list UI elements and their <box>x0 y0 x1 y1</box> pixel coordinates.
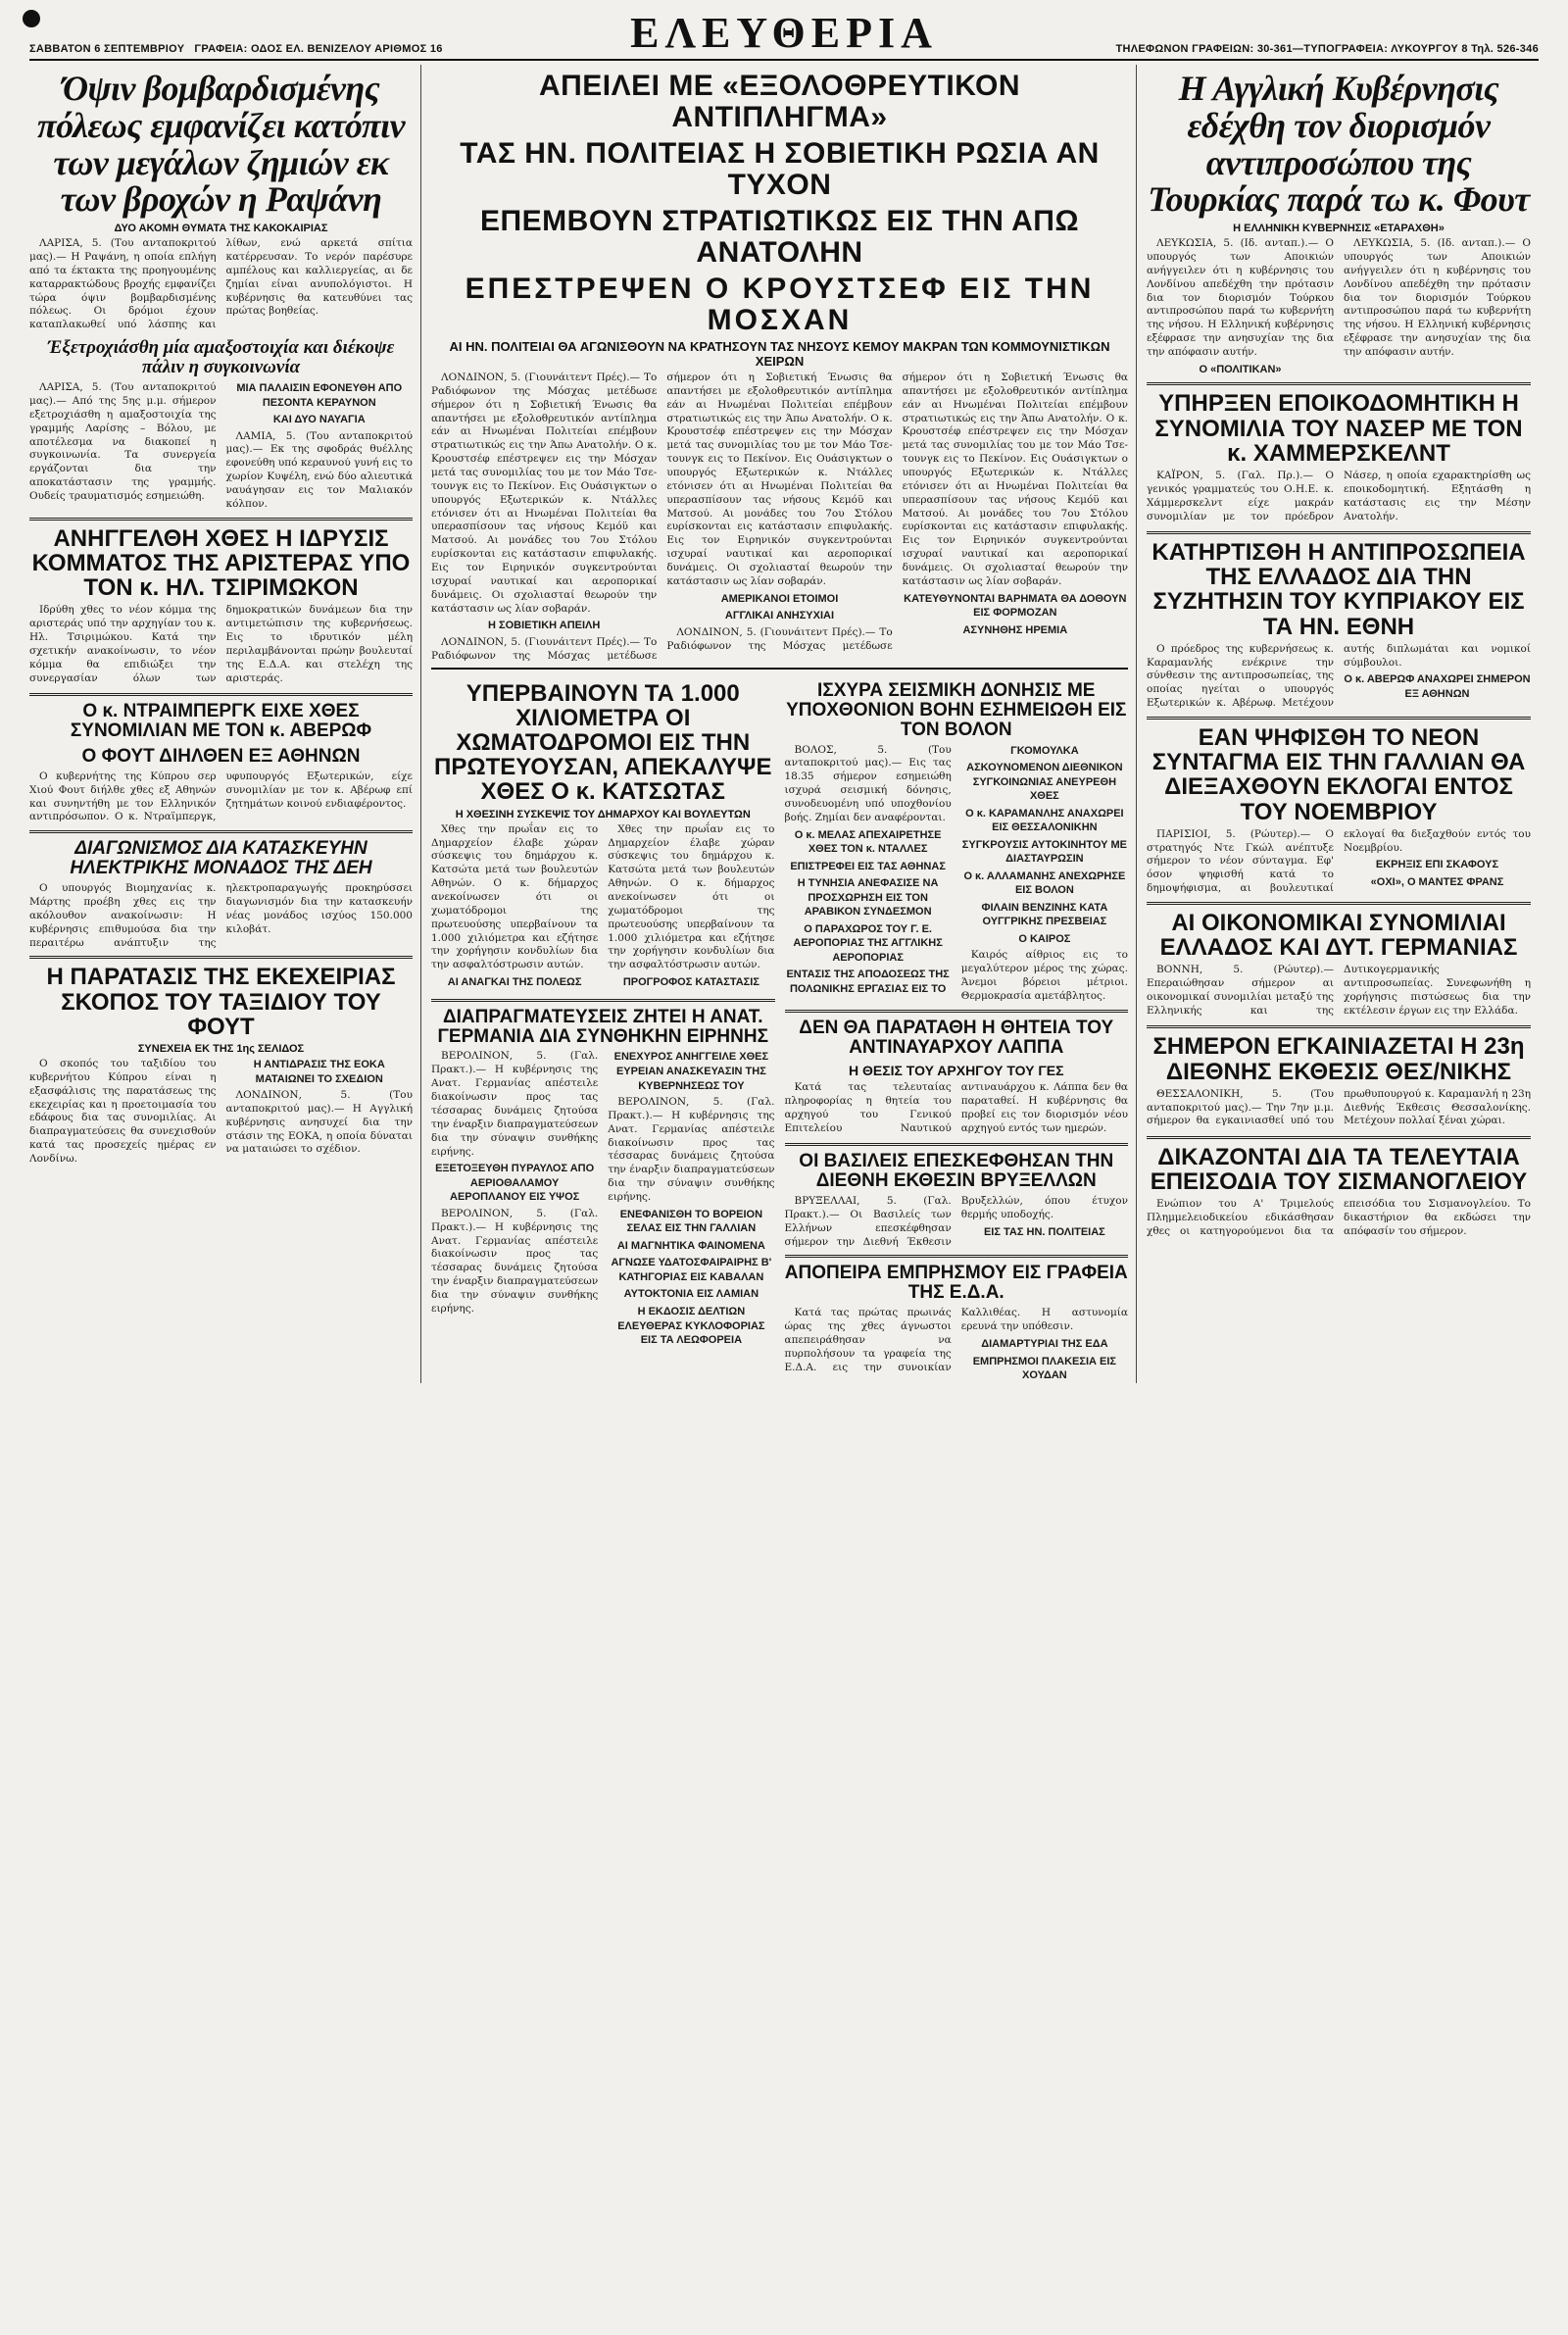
article-text: Ο σκοπός του ταξιδίου του κυβερνήτου Κύπρου είναι η εξασφάλισις της παρατάσεως της εκεχειρίας και η προετοιμασία του εδάφους δια τας συνομιλίας. Αι διαπραγματεύσεις θα συνεχισθούν κατά τας προσεχείς ημέρας εν Λονδίνω. <box>29 1057 217 1165</box>
article-text: ΠΑΡΙΣΙΟΙ, 5. (Ρώυτερ).— Ο στρατηγός Ντε Γκώλ ανέπτυξε σήμερον το νέον σύνταγμα. Εφ' όσον ψηφισθή κατά το δημοψήφισμα, αι βουλευτικαί εκλογαί θα διεξαχθούν εντός του Νοεμβρίου. <box>1147 827 1531 895</box>
subhead-suicide: ΑΥΤΟΚΤΟΝΙΑ ΕΙΣ ΛΑΜΙΑΝ <box>623 1288 760 1301</box>
subhead-usa: ΕΙΣ ΤΑΣ ΗΝ. ΠΟΛΙΤΕΙΑΣ <box>983 1225 1105 1238</box>
subhead-eoka: Η ΑΝΤΙΔΡΑΣΙΣ ΤΗΣ ΕΟΚΑ ΜΑΤΑΙΩΝΕΙ ΤΟ ΣΧΕΔΙΟΝ <box>253 1058 385 1085</box>
subhead-weather: Ο ΚΑΙΡΟΣ <box>1018 932 1071 945</box>
article-text: ΛΟΝΔΙΝΟΝ, 5. (Γιουνάιτεντ Πρές).— Το Ραδιόφωνον της Μόσχας μετέδωσε σήμερον ότι η Σοβιετική Ένωσις θα απαντήσει με εξολοθρευτικόν αντίπλημα εάν αι Ηνωμέναι Πολιτείαι επέμβουν στρατιωτικώς εις την Άπω Ανατολήν. Ο κ. Κρουστσέφ επέστρεψεν εις την Μόσχαν μετά τας συνομιλίας του με τον Μάο Τσε-τουνγκ εις το Πεκίνον. Εις Ουάσιγκτων ο υπουργός Εξωτερικών κ. Ντάλλες ετόνισεν ότι αι Ηνωμέναι Πολιτείαι θα υπερασπίσουν τας νήσους Κεμόϋ και Ματσού. Αι μονάδες του 7ου Στόλου ευρίσκονται εις κατάστασιν επιφυλακής. Εις τον Ειρηνικόν συγκεντρούνται ισχυραί ναυτικαί και αεροπορικαί δυνάμεις. Οι σχολιασταί θεωρούν την κατάστασιν ως λίαν σοβαράν. <box>666 372 1128 652</box>
article-text: Κατά τας τελευταίας πληροφορίας η θητεία του αρχηγού του Γενικού Επιτελείου Ναυτικού αντιναυάρχου κ. Λάππα δεν θα παραταθεί. Η κυβέρνησις θα προβεί εις τον διορισμόν νέου αρχηγού εντός των ημερών. <box>784 1081 1128 1134</box>
article-seismic <box>785 744 1129 1004</box>
subhead-hungarian: ΦΙΛΑΙΝ ΒΕΝΖΙΝΗΣ ΚΑΤΑ ΟΥΓΓΡΙΚΗΣ ΠΡΕΣΒΕΙΑΣ <box>981 901 1108 928</box>
subhead-explosion: ΕΚΡΗΞΙΣ ΕΠΙ ΣΚΑΦΟΥΣ <box>1375 859 1499 871</box>
subhead-shipwrecks: ΚΑΙ ΔΥΟ ΝΑΥΑΓΙΑ <box>272 414 366 426</box>
article-text: Ο κυβερνήτης της Κύπρου σερ Χιού Φουτ διήλθε χθες εξ Αθηνών και συνηντήθη με τον Ελληνικόν αντιπρόσωπον. Ο κ. Ντραϊμπεργκ, υφυπουργός Εξωτερικών, είχε συνομιλίαν με τον κ. Αβέρωφ επί ζητημάτων κοινού ενδιαφέροντος. <box>29 770 413 823</box>
article-sismanogleio <box>1147 1198 1531 1240</box>
headline-derailment: Έξετροχιάσθη μία αμαξοστοιχία και διέκοψε πάλιν η συγκοινωνία <box>47 337 395 378</box>
lead-sub-formosa: ΚΑΤΕΥΘΥΝΟΝΤΑΙ ΒΑΡΗΜΑΤΑ ΘΑ ΔΟΘΟΥΝ ΕΙΣ ΦΟΡΜΟΖΑΝ <box>904 592 1127 620</box>
lead-headline-1: ΑΠΕΙΛΕΙ ΜΕ «ΕΞΟΛΟΘΡΕΥΤΙΚΟΝ ΑΝΤΙΠΛΗΓΜΑ» <box>538 70 1021 133</box>
subhead-found: ΑΣΚΟΥΝΟΜΕΝΟΝ ΔΙΕΘΝΙΚΟΝ ΣΥΓΚΟΙΝΩΝΙΑΣ ΑΝΕΥΡΕΘΗ ΧΘΕΣ <box>966 762 1123 803</box>
newspaper-page <box>15 0 1553 2313</box>
article-text: ΛΑΜΙΑ, 5. (Του ανταποκριτού μας).— Εκ της σφοδράς θυέλλης εφονεύθη υπό κεραυνού γυνή εις το χωρίον Κυψέλη, ενώ δύο αλιευτικά ναυάγησαν εις τον Μαλιακόν κόλπον. <box>225 429 413 510</box>
article-dreiberg <box>29 770 413 824</box>
headline-new-party: ΑΝΗΓΓΕΛΘΗ ΧΘΕΣ Η ΙΔΡΥΣΙΣ ΚΟΜΜΑΤΟΣ ΤΗΣ ΑΡΙΣΤΕΡΑΣ ΥΠΟ ΤΟΝ κ. ΗΛ. ΤΣΙΡΙΜΩΚΟΝ <box>31 524 411 602</box>
issue-date: ΣΑΒΒΑΤΟΝ 6 ΣΕΠΤΕΜΒΡΙΟΥ <box>29 43 185 55</box>
article-text: ΛΑΡΙΣΑ, 5. (Του ανταποκριτού μας).— Η Ραψάνη, η οποία επλήγη από τα έκτακτα της προηγουμένης καταρρακτώδους βροχής εμφανίζει τώρα όψιν βομβαρδισμένης πόλεως. Οι δρόμοι έχουν καταπλακωθεί υπό λάσπης και λίθων, ενώ αρκετά σπίτια κατέρρευσαν. Το νερόν παρέσυρε αμπέλους και καλλιεργείας, αι δε ζημίαι είναι ανυπολόγιστοι. Η κυβέρνησις θα κατευθύνει τας πρώτας βοηθείας. <box>29 237 413 331</box>
article-dirt-roads <box>431 823 775 993</box>
subhead-averoff: Ο κ. ΑΒΕΡΩΦ ΑΝΑΧΩΡΕΙ ΣΗΜΕΡΟΝ ΕΞ ΑΘΗΝΩΝ <box>1344 673 1531 700</box>
headline-turkish-rep: Η Αγγλική Κυβέρνησις εδέχθη τον διορισμόν αντιπροσώπου της Τουρκίας παρά τω κ. Φουτ <box>1148 69 1530 220</box>
subhead-raf: Ο ΠΑΡΑΧΩΡΟΣ ΤΟΥ Γ. Ε. ΑΕΡΟΠΟΡΙΑΣ ΤΗΣ ΑΓΓΛΙΚΗΣ ΑΕΡΟΠΟΡΙΑΣ <box>793 922 943 964</box>
subhead-karamanlis: Ο κ. ΚΑΡΑΜΑΝΛΗΣ ΑΝΑΧΩΡΕΙ ΕΙΣ ΘΕΣΣΑΛΟΝΙΚΗΝ <box>965 807 1124 834</box>
article-text: ΘΕΣΣΑΛΟΝΙΚΗ, 5. (Του ανταποκριτού μας).— Την 7ην μ.μ. σήμερον θα εγκαινιασθεί υπό του πρωθυπουργού κ. Καραμανλή η 23η Διεθνής Έκθεσις Θεσσαλονίκης. Μετέχουν πολλαί ξέναι χώραι. <box>1147 1087 1531 1127</box>
lead-article <box>431 372 1128 664</box>
subhead-return: ΕΠΙΣΤΡΕΦΕΙ ΕΙΣ ΤΑΣ ΑΘΗΝΑΣ <box>790 860 946 872</box>
article-text: ΛΕΥΚΩΣΙΑ, 5. (Ιδ. ανταπ.).— Ο υπουργός των Αποικιών ανήγγειλεν ότι η κυβέρνησις του Λονδίνου απεδέχθη την πρότασιν δια τον διορισμόν Τούρκου αντιπροσώπου παρά τω κυβερνήτη της νήσου. Η Ελληνική κυβέρνησις εξέφρασε την ανησυχίαν της δια την απόφασιν αυτήν. <box>1147 237 1334 359</box>
subhead-politikan: Ο «ΠΟΛΙΤΙΚΑΝ» <box>1199 363 1282 375</box>
continuation-note: ΣΥΝΕΧΕΙΑ ΕΚ ΤΗΣ 1ης ΣΕΛΙΔΟΣ <box>137 1042 305 1055</box>
subhead-two-victims: ΔΥΟ ΑΚΟΜΗ ΘΥΜΑΤΑ ΤΗΣ ΚΑΚΟΚΑΙΡΙΑΣ <box>114 223 328 235</box>
headline-ges: Η ΘΕΣΙΣ ΤΟΥ ΑΡΧΗΓΟΥ ΤΟΥ ΓΕΣ <box>848 1062 1064 1078</box>
newspaper-title: ΕΛΕΥΘΕΡΙΑ <box>630 9 938 57</box>
headline-dei-tender: ΔΙΑΓΩΝΙΣΜΟΣ ΔΙΑ ΚΑΤΑΣΚΕΥΗΝ ΗΛΕΚΤΡΙΚΗΣ ΜΟΝΑΔΟΣ ΤΗΣ ΔΕΗ <box>70 838 372 879</box>
article-arson-eda <box>785 1307 1129 1382</box>
headline-arson-eda: ΑΠΟΠΕΙΡΑ ΕΜΠΡΗΣΜΟΥ ΕΙΣ ΓΡΑΦΕΙΑ ΤΗΣ Ε.Δ.Α. <box>784 1263 1128 1304</box>
article-kings-brussels <box>785 1195 1129 1249</box>
article-text: ΚΑΪΡΟΝ, 5. (Γαλ. Πρ.).— Ο γενικός γραμματεύς του Ο.Η.Ε. κ. Χάμμερσκελντ είχε μακράν συνομιλίαν με τον πρόεδρον Νάσερ, η οποία εχαρακτηρίσθη ως εποικοδομητική. Εξητάσθη η κατάστασις εις την Μέσην Ανατολήν. <box>1147 470 1531 522</box>
subhead-bus-passes: Η ΕΚΔΟΣΙΣ ΔΕΛΤΙΩΝ ΕΛΕΥΘΕΡΑΣ ΚΥΚΛΟΦΟΡΙΑΣ ΕΙΣ ΤΑ ΛΕΩΦΟΡΕΙΑ <box>617 1306 765 1347</box>
headline-lappas: ΔΕΝ ΘΑ ΠΑΡΑΤΑΘΗ Η ΘΗΤΕΙΑ ΤΟΥ ΑΝΤΙΝΑΥΑΡΧΟΥ ΛΑΠΠΑ <box>799 1017 1114 1058</box>
article-text: ΒΟΛΟΣ, 5. (Του ανταποκριτού μας).— Εις τας 18.35 σήμερον εσημειώθη ισχυρά σεισμική δόνησις, συνοδευομένη υπό υποχθονίου βοής. Ζημίαι δεν αναφέρονται. <box>784 743 952 823</box>
article-lappas <box>785 1081 1129 1137</box>
subhead-mendes-france: «ΟΧΙ», Ο ΜΑΝΤΕΣ ΦΡΑΝΣ <box>1370 875 1504 888</box>
subhead-melas: Ο κ. ΜΕΛΑΣ ΑΠΕΧΑΙΡΕΤΗΣΕ ΧΘΕΣ ΤΟΝ κ. ΝΤΑΛΛΕΣ <box>794 828 942 856</box>
right-column <box>1147 65 1539 1383</box>
subhead-reshuffle: ΕΝΕΧΥΡΟΣ ΑΝΗΓΓΕΙΛΕ ΧΘΕΣ ΕΥΡΕΙΑΝ ΑΝΑΣΚΕΥΑΣΙΝ ΤΗΣ ΚΥΒΕΡΝΗΣΕΩΣ ΤΟΥ <box>613 1051 769 1092</box>
lead-sub-american: ΑΜΕΡΙΚΑΝΟΙ ΕΤΟΙΜΟΙ <box>720 592 839 605</box>
article-derailment <box>29 381 413 512</box>
subhead-waterpolo: ΑΓΝΩΣΕ ΥΔΑΤΟΣΦΑΙΡΑΙΡΗΣ Β' ΚΑΤΗΓΟΡΙΑΣ ΕΙΣ ΚΑΒΑΛΑΝ <box>611 1257 772 1283</box>
center-lower-left <box>431 675 775 1383</box>
article-text: Ιδρύθη χθες το νέον κόμμα της αριστεράς υπό την αρχηγίαν του κ. Ηλ. Τσιριμώκου. Κατά την σχετικήν ανακοίνωσιν, το νέον κόμμα θα επιδιώξει την συνεργασίαν όλων των δημοκρατικών δυνάμεων δια την αντιμετώπισιν της κυβερνήσεως. Εις το ιδρυτικόν μέλη περιλαμβάνονται πρώην βουλευταί της Ε.Δ.Α. και στελέχη της αριστεράς. <box>29 604 413 684</box>
subhead-situation: ΠΡΟΓΡΟΦΟΣ ΚΑΤΑΣΤΑΣΙΣ <box>622 976 760 989</box>
headline-east-germany: ΔΙΑΠΡΑΓΜΑΤΕΥΣΕΙΣ ΖΗΤΕΙ Η ΑΝΑΤ. ΓΕΡΜΑΝΙΑ ΔΙΑ ΣΥΝΘΗΚΗΝ ΕΙΡΗΝΗΣ <box>437 1006 768 1047</box>
article-text: ΛΟΝΔΙΝΟΝ, 5. (Του ανταποκριτού μας).— Η Αγγλική κυβέρνησις ανησυχεί δια την στάσιν της ΕΟΚΑ, η οποία δύναται να ματαιώσει το σχέδιον. <box>225 1089 413 1156</box>
headline-seismic: ΙΣΧΥΡΑ ΣΕΙΣΜΙΚΗ ΔΟΝΗΣΙΣ ΜΕ ΥΠΟΧΘΟΝΙΟΝ ΒΟΗΝ ΕΣΗΜΕΙΩΘΗ ΕΙΣ ΤΟΝ ΒΟΛΟΝ <box>786 679 1127 740</box>
article-text: ΛΟΝΔΙΝΟΝ, 5. (Γιουνάιτεντ Πρές).— Το Ραδιόφωνον της Μόσχας μετέδωσε σήμερον ότι η Σοβιετική Ένωσις θα απαντήσει με εξολοθρευτικόν αντίπλημα εάν αι Ηνωμέναι Πολιτείαι επέμβουν στρατιωτικώς εις την Άπω Ανατολήν. Ο κ. Κρουστσέφ επέστρεψεν εις την Μόσχαν μετά τας συνομιλίας του με τον Μάο Τσε-τουνγκ εις το Πεκίνον. Εις Ουάσιγκτων ο υπουργός Εξωτερικών κ. Ντάλλες ετόνισεν ότι αι Ηνωμέναι Πολιτείαι θα υπερασπίσουν τας νήσους Κεμόϋ και Ματσού. Αι μονάδες του 7ου Στόλου ευρίσκονται εις κατάστασιν επιφυλακής. Εις τον Ειρηνικόν συγκεντρούνται ισχυραί ναυτικαί και αεροπορικαί δυνάμεις. Οι σχολιασταί θεωρούν την κατάστασιν ως λίαν σοβαράν. <box>431 372 893 662</box>
headline-nasser: ΥΠΗΡΞΕΝ ΕΠΟΙΚΟΔΟΜΗΤΙΚΗ Η ΣΥΝΟΜΙΛΙΑ ΤΟΥ ΝΑΣΕΡ ΜΕ ΤΟΝ κ. ΧΑΜΜΕΡΣΚΕΛΝΤ <box>1154 390 1523 467</box>
article-text: Ο υπουργός Βιομηχανίας κ. Μάρτης προέβη χθες εις την ακόλουθον ανακοίνωσιν: Η κυβέρνησις επιθυμούσα δια την περαιτέρω ανάπτυξιν της ηλεκτροπαραγωγής προκηρύσσει διαγωνισμόν δια την κατασκευήν νέας μονάδος ισχύος 150.000 κιλοβάτ. <box>29 882 413 949</box>
subhead-polish: ΕΝΤΑΣΙΣ ΤΗΣ ΑΠΟΔΟΣΕΩΣ ΤΗΣ ΠΟΛΩΝΙΚΗΣ ΕΡΓΑΣΙΑΣ ΕΙΣ ΤΟ ΓΚΟΜΟΥΛΚΑ <box>786 744 1079 995</box>
lead-subhead: ΑΙ ΗΝ. ΠΟΛΙΤΕΙΑΙ ΘΑ ΑΓΩΝΙΣΘΟΥΝ ΝΑ ΚΡΑΤΗΣΟΥΝ ΤΑΣ ΝΗΣΟΥΣ ΚΕΜΟΥ ΜΑΚΡΑΝ ΤΩΝ ΚΟΜΜΟΥΝΙΣΤΙΚΩΝ ΧΕΙΡΩΝ <box>449 339 1110 369</box>
article-text: ΛΟΝΔΙΝΟΝ, 5. (Γιουνάιτεντ Πρές).— Το Ραδιόφωνον της Μόσχας μετέδωσε σήμερον ότι η Σοβιετική Ένωσις θα απαντήσει με εξολοθρευτικόν αντίπλημα εάν αι Ηνωμέναι Πολιτείαι επέμβουν στρατιωτικώς εις την Άπω Ανατολήν. Ο κ. Κρουστσέφ επέστρεψεν εις την Μόσχαν μετά τας συνομιλίας του με τον Μάο Τσε-τουνγκ εις το Πεκίνον. Εις Ουάσιγκτων ο υπουργός Εξωτερικών κ. Ντάλλες ετόνισεν ότι αι Ηνωμέναι Πολιτείαι θα υπερασπίσουν τας νήσους Κεμόϋ και Ματσού. Αι μονάδες του 7ου Στόλου ευρίσκονται εις κατάστασιν επιφυλακής. Εις τον Ειρηνικόν συγκεντρούνται ισχυραί ναυτικαί και αεροπορικαί δυνάμεις. Οι σχολιασταί θεωρούν την κατάστασιν ως λίαν σοβαράν. <box>431 372 658 615</box>
article-text: Χθες την πρωΐαν εις το Δημαρχείον έλαβε χώραν σύσκεψις του δημάρχου κ. Κατσώτα μετά των βουλευτών Αθηνών. Ο κ. δήμαρχος ανεκοίνωσεν ότι οι χωματόδρομοι της πρωτευούσης υπερβαίνουν τα 1.000 χιλιόμετρα και εζήτησε την χορήγησιν κονδυλίων δια την ασφαλτόστρωσιν αυτών. <box>608 822 775 971</box>
article-text: Ενώπιον του Α' Τριμελούς Πλημμελειοδικείου εδικάσθησαν χθες οι κατηγορούμενοι δια τα επεισόδια του Σισμανογλείου. Το δικαστήριον θα εκδώσει την απόφασίν του σήμερον. <box>1147 1198 1531 1237</box>
lead-headline-2: ΤΑΣ ΗΝ. ΠΟΛΙΤΕΙΑΣ Η ΣΟΒΙΕΤΙΚΗ ΡΩΣΙΑ ΑΝ ΤΥΧΟΝ <box>460 137 1100 201</box>
subhead-lightning: ΜΙΑ ΠΑΛΑΙΣΙΝ ΕΦΟΝΕΥΘΗ ΑΠΟ ΠΕΣΟΝΤΑ ΚΕΡΑΥΝΟΝ <box>236 382 403 409</box>
lead-headline-4: ΕΠΕΣΤΡΕΨΕΝ Ο ΚΡΟΥΣΤΣΕΦ ΕΙΣ ΤΗΝ ΜΟΣΧΑΝ <box>465 273 1095 336</box>
headline-truce: Η ΠΑΡΑΤΑΣΙΣ ΤΗΣ ΕΚΕΧΕΙΡΙΑΣ ΣΚΟΠΟΣ ΤΟΥ ΤΑΞΙΔΙΟΥ ΤΟΥ ΦΟΥΤ <box>46 964 396 1040</box>
page-columns <box>29 65 1539 1383</box>
masthead <box>29 8 1539 61</box>
center-lower-right <box>785 675 1129 1383</box>
lead-sub-soviet: Η ΣΟΒΙΕΤΙΚΗ ΑΠΕΙΛΗ <box>487 620 601 632</box>
subhead-chania: ΕΜΠΡΗΣΜΟΙ ΠΛΑΚΕΣΙΑ ΕΙΣ ΧΟΥΔΑΝ <box>972 1355 1117 1382</box>
article-east-germany <box>431 1050 775 1347</box>
masthead-left <box>29 43 539 55</box>
left-column <box>29 65 421 1383</box>
article-text: Χθες την πρωΐαν εις το Δημαρχείον έλαβε χώραν σύσκεψις του δημάρχου κ. Κατσώτα μετά των βουλευτών Αθηνών. Ο κ. δήμαρχος ανεκοίνωσεν ότι οι χωματόδρομοι της πρωτευούσης υπερβαίνουν τα 1.000 χιλιόμετρα και εζήτησε την χορήγησιν κονδυλίων δια την ασφαλτόστρωσιν αυτών. <box>431 822 599 971</box>
subhead-tunisia: Η ΤΥΝΗΣΙΑ ΑΝΕΦΑΣΙΣΕ ΝΑ ΠΡΟΣΧΩΡΗΣΗ ΕΙΣ ΤΟΝ ΑΡΑΒΙΚΟΝ ΣΥΝΔΕΣΜΟΝ <box>797 877 939 919</box>
subhead-greek-gov: Η ΕΛΛΗΝΙΚΗ ΚΥΒΕΡΝΗΣΙΣ «ΕΤΑΡΑΧΘΗ» <box>1233 223 1445 235</box>
article-text: Καιρός αίθριος εις το μεγαλύτερον μέρος της χώρας. Άνεμοι βόρειοι μέτριοι. Θερμοκρασία αμετάβλητος. <box>960 949 1128 1002</box>
subhead-aurora: ΕΝΕΦΑΝΙΣΘΗ ΤΟ ΒΟΡΕΙΟΝ ΣΕΛΑΣ ΕΙΣ ΤΗΝ ΓΑΛΛΙΑΝ <box>619 1208 763 1235</box>
lead-sub-calm: ΑΣΥΝΗΘΗΣ ΗΡΕΜΙΑ <box>962 623 1068 636</box>
article-fair <box>1147 1088 1531 1130</box>
article-dei-tender <box>29 882 413 950</box>
headline-sismanogleio: ΔΙΚΑΖΟΝΤΑΙ ΔΙΑ ΤΑ ΤΕΛΕΥΤΑΙΑ ΕΠΕΙΣΟΔΙΑ ΤΟΥ ΣΙΣΜΑΝΟΓΛΕΙΟΥ <box>1150 1143 1528 1195</box>
headline-kings-brussels: ΟΙ ΒΑΣΙΛΕΙΣ ΕΠΕΣΚΕΦΘΗΣΑΝ ΤΗΝ ΔΙΕΘΝΗ ΕΚΘΕΣΙΝ ΒΡΥΞΕΛΛΩΝ <box>799 1151 1114 1192</box>
article-text: Ο πρόεδρος της κυβερνήσεως κ. Καραμανλής ενέκρινε την σύνθεσιν της αντιπροσωπείας, της οποίας ηγείται ο υπουργός Εξωτερικών κ. Αβέρωφ. Μετέχουν αυτής διπλωμάται και νομικοί σύμβουλοι. <box>1147 642 1531 710</box>
lead-story <box>431 71 1128 670</box>
article-text: ΛΑΡΙΣΑ, 5. (Του ανταποκριτού μας).— Από της 5ης μ.μ. σήμερον εξετροχιάσθη η αμαξοστοιχία της γραμμής Λαρίσης – Βόλου, με αποτέλεσμα να διακοπεί η συγκοινωνία. Τα συνεργεία εργάζονται δια την αποκατάστασιν της γραμμής. Ουδείς τραυματισμός εσημειώθη. <box>29 381 217 502</box>
headline-rapsani: Όψιν βομβαρδισμένης πόλεως εμφανίζει κατόπιν των μεγάλων ζημιών εκ των βροχών η Ραψάνη <box>36 69 406 220</box>
lead-sub-british: ΑΓΓΛΙΚΑΙ ΑΝΗΣΥΧΙΑΙ <box>724 610 835 622</box>
headline-thessaloniki-fair: ΣΗΜΕΡΟΝ ΕΓΚΑΙΝΙΑΖΕΤΑΙ Η 23η ΔΙΕΘΝΗΣ ΕΚΘΕΣΙΣ ΘΕΣ/ΝΙΚΗΣ <box>1152 1033 1525 1085</box>
lead-headline-3: ΕΠΕΜΒΟΥΝ ΣΤΡΑΤΙΩΤΙΚΩΣ ΕΙΣ ΤΗΝ ΑΠΩ ΑΝΑΤΟΛΗΝ <box>479 205 1079 269</box>
article-germany-talks <box>1147 964 1531 1019</box>
article-text: ΒΡΥΞΕΛΛΑΙ, 5. (Γαλ. Πρακτ.).— Οι Βασιλείς των Ελλήνων επεσκέφθησαν σήμερον την Διεθνή Έκθεσιν Βρυξελλών, όπου έτυχον θερμής υποδοχής. <box>784 1195 1128 1248</box>
article-text: ΒΕΡΟΛΙΝΟΝ, 5. (Γαλ. Πρακτ.).— Η κυβέρνησις της Ανατ. Γερμανίας απέστειλε διακοίνωσιν προς τας τέσσαρας δυνάμεις ζητούσα την έναρξιν διαπραγματεύσεων δια την σύναψιν συνθήκης ειρήνης. <box>608 1096 775 1204</box>
article-rapsani <box>29 237 413 332</box>
article-new-party <box>29 604 413 687</box>
headline-dreiberg: Ο κ. ΝΤΡΑΙΜΠΕΡΓΚ ΕΙΧΕ ΧΘΕΣ ΣΥΝΟΜΙΛΙΑΝ ΜΕ ΤΟΝ κ. ΑΒΕΡΩΦ <box>70 701 372 741</box>
article-text: Κατά τας πρώτας πρωινάς ώρας της χθες άγνωστοι απεπειράθησαν να πυρπολήσουν τα γραφεία της Ε.Δ.Α. εις την συνοικίαν Καλλιθέας. Η αστυνομία ερευνά την υπόθεσιν. <box>784 1307 1128 1373</box>
subhead-collision: ΣΥΓΚΡΟΥΣΙΣ ΑΥΤΟΚΙΝΗΤΟΥ ΜΕ ΔΙΑΣΤΑΥΡΩΣΙΝ <box>961 838 1127 866</box>
headline-dirt-roads: ΥΠΕΡΒΑΙΝΟΥΝ ΤΑ 1.000 ΧΙΛΙΟΜΕΤΡΑ ΟΙ ΧΩΜΑΤΟΔΡΟΜΟΙ ΕΙΣ ΤΗΝ ΠΡΩΤΕΥΟΥΣΑΝ, ΑΠΕΚΑΛΥΨΕ ΧΘΕΣ Ο κ. ΚΑΤΣΩΤΑΣ <box>434 679 772 806</box>
article-truce <box>29 1058 413 1167</box>
article-delegation <box>1147 643 1531 711</box>
subhead-rocket: ΕΞΕΤΟΞΕΥΘΗ ΠΥΡΑΥΛΟΣ ΑΠΟ ΑΕΡΙΟΘΑΛΑΜΟΥ ΑΕΡΟΠΛΑΝΟΥ ΕΙΣ ΥΨΟΣ <box>435 1163 595 1204</box>
phone-numbers: ΤΗΛΕΦΩΝΟΝ ΓΡΑΦΕΙΩΝ: 30-361—ΤΥΠΟΓΡΑΦΕΙΑ: ΛΥΚΟΥΡΓΟΥ 8 Τηλ. 526-346 <box>1115 43 1539 55</box>
article-text: ΒΕΡΟΛΙΝΟΝ, 5. (Γαλ. Πρακτ.).— Η κυβέρνησις της Ανατ. Γερμανίας απέστειλε διακοίνωσιν προς τας τέσσαρας δυνάμεις ζητούσα την έναρξιν διαπραγματεύσεων δια την σύναψιν συνθήκης ειρήνης. <box>431 1050 599 1158</box>
article-turkish-rep <box>1147 237 1531 376</box>
article-text: ΒΟΝΝΗ, 5. (Ρώυτερ).— Επεραιώθησαν σήμερον αι οικονομικαί συνομιλίαι μεταξύ της Ελληνικής και της Δυτικογερμανικής αντιπροσωπείας. Συνεφωνήθη η χορήγησις πιστώσεως δια την εκτέλεσιν έργων εις την Ελλάδα. <box>1147 964 1531 1017</box>
headline-germany-talks: ΑΙ ΟΙΚΟΝΟΜΙΚΑΙ ΣΥΝΟΜΙΛΙΑΙ ΕΛΛΑΔΟΣ ΚΑΙ ΔΥΤ. ΓΕΡΜΑΝΙΑΣ <box>1159 910 1518 962</box>
office-address: ΓΡΑΦΕΙΑ: ΟΔΟΣ ΕΛ. ΒΕΝΙΖΕΛΟΥ ΑΡΙΘΜΟΣ 16 <box>194 43 443 55</box>
subhead-city-needs: ΑΙ ΑΝΑΓΚΑΙ ΤΗΣ ΠΟΛΕΩΣ <box>447 976 582 989</box>
subhead-allamanis: Ο κ. ΑΛΛΑΜΑΝΗΣ ΑΝΕΧΩΡΗΣΕ ΕΙΣ ΒΟΛΟΝ <box>963 869 1126 897</box>
center-column <box>431 65 1137 1383</box>
headline-foot-athens: Ο ΦΟΥΤ ΔΙΗΛΘΕΝ ΕΞ ΑΘΗΝΩΝ <box>81 745 361 767</box>
article-france <box>1147 828 1531 896</box>
headline-france-constitution: ΕΑΝ ΨΗΦΙΣΘΗ ΤΟ ΝΕΟΝ ΣΥΝΤΑΓΜΑ ΕΙΣ ΤΗΝ ΓΑΛΛΙΑΝ ΘΑ ΔΙΕΞΑΧΘΟΥΝ ΕΚΛΟΓΑΙ ΕΝΤΟΣ ΤΟΥ ΝΟΕΜΒΡΙΟΥ <box>1152 723 1526 825</box>
ink-stamp <box>23 10 40 27</box>
headline-delegation: ΚΑΤΗΡΤΙΣΘΗ Η ΑΝΤΙΠΡΟΣΩΠΕΙΑ ΤΗΣ ΕΛΛΑΔΟΣ ΔΙΑ ΤΗΝ ΣΥΖΗΤΗΣΙΝ ΤΟΥ ΚΥΠΡΙΑΚΟΥ ΕΙΣ ΤΑ ΗΝ. ΕΘΝΗ <box>1152 538 1526 640</box>
center-lower <box>431 675 1128 1383</box>
article-text: ΛΕΥΚΩΣΙΑ, 5. (Ιδ. ανταπ.).— Ο υπουργός των Αποικιών ανήγγειλεν ότι η κυβέρνησις του Λονδίνου απεδέχθη την πρότασιν δια τον διορισμόν Τούρκου αντιπροσώπου παρά τω κυβερνήτη της νήσου. Η Ελληνική κυβέρνησις εξέφρασε την ανησυχίαν της δια την απόφασιν αυτήν. <box>1344 237 1531 359</box>
article-text: ΒΕΡΟΛΙΝΟΝ, 5. (Γαλ. Πρακτ.).— Η κυβέρνησις της Ανατ. Γερμανίας απέστειλε διακοίνωσιν προς τας τέσσαρας δυνάμεις ζητούσα την έναρξιν διαπραγματεύσεων δια την σύναψιν συνθήκης ειρήνης. <box>431 1207 599 1315</box>
subhead-mayor-meeting: Η ΧΘΕΣΙΝΗ ΣΥΣΚΕΨΙΣ ΤΟΥ ΔΗΜΑΡΧΟΥ ΚΑΙ ΒΟΥΛΕΥΤΩΝ <box>455 808 751 820</box>
article-nasser <box>1147 470 1531 525</box>
subhead-eda-protest: ΔΙΑΜΑΡΤΥΡΙΑΙ ΤΗΣ ΕΔΑ <box>981 1338 1108 1351</box>
subhead-magnetic: ΑΙ ΜΑΓΝΗΤΙΚΑ ΦΑΙΝΟΜΕΝΑ <box>616 1239 765 1252</box>
